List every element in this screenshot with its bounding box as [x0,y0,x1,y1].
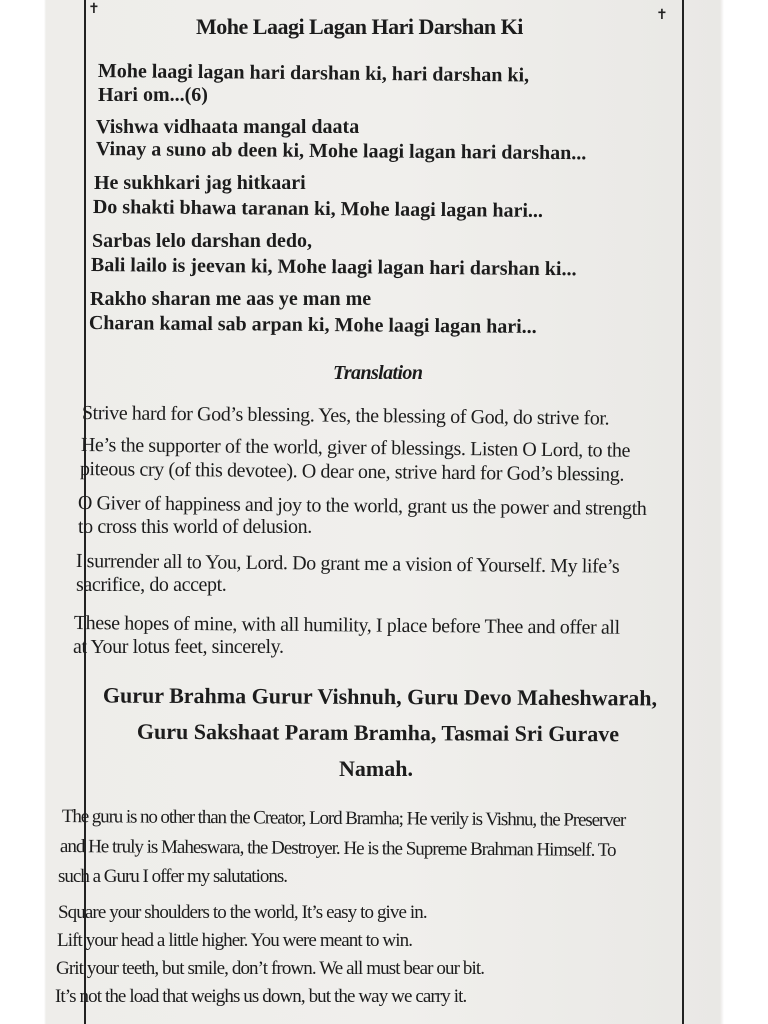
translation-line: Strive hard for God’s blessing. Yes, the blessing of God, do strive for. [81,402,610,430]
song-line: Mohe laagi lagan hari darshan ki, hari darshan ki, [97,60,530,87]
translation-line: These hopes of mine, with all humility, I place before Thee and offer all [73,612,620,639]
guru-mantra-line: Namah. [339,756,413,781]
song-line: Hari om...(6) [98,84,208,106]
corner-ornament-left-icon: ✝ [88,1,100,17]
translation-line: I surrender all to You, Lord. Do grant me a vision of Yourself. My life’s [75,550,620,578]
translation-line: piteous cry (of this devotee). O dear one, strive hard for God’s blessing. [79,458,625,486]
poem-line: Lift your head a little higher. You were meant to win. [57,930,413,951]
guru-meaning-line: and He truly is Maheswara, the Destroyer. He is the Supreme Brahman Himself. To [59,836,616,861]
guru-meaning-line: such a Guru I offer my salutations. [58,866,288,887]
song-line: Sarbas lelo darshan dedo, [92,230,313,252]
translation-line: at Your lotus feet, sincerely. [73,636,284,658]
song-line: Do shakti bhawa taranan ki, Mohe laagi lagan hari... [92,196,544,222]
song-line: He sukhkari jag hitkaari [94,172,306,194]
translation-line: O Giver of happiness and joy to the world, grant us the power and strength [77,492,647,520]
translation-line: He’s the supporter of the world, giver of blessings. Listen O Lord, to the [80,434,631,462]
corner-ornament-right-icon: ✝ [656,7,668,23]
song-line: Vishwa vidhaata mangal daata [96,116,360,138]
translation-heading: Translation [333,362,423,384]
song-line: Charan kamal sab arpan ki, Mohe laagi lagan hari... [88,312,537,338]
translation-line: sacrifice, do accept. [76,574,227,596]
poem-line: Grit your teeth, but smile, don’t frown. We all must bear our bit. [56,958,485,979]
song-title: Mohe Laagi Lagan Hari Darshan Ki [196,14,523,39]
song-line: Rakho sharan me aas ye man me [90,288,372,310]
guru-meaning-line: The guru is no other than the Creator, Lord Bramha; He verily is Vishnu, the Preserver [61,806,626,831]
song-line: Bali lailo is jeevan ki, Mohe laagi lagan hari darshan ki... [90,254,577,281]
poem-line: It’s not the load that weighs us down, but the way we carry it. [55,986,467,1007]
guru-mantra-line: Gurur Brahma Gurur Vishnuh, Guru Devo Maheshwarah, [102,682,658,711]
translation-line: to cross this world of delusion. [78,516,312,538]
song-line: Vinay a suno ab deen ki, Mohe laagi lagan hari darshan... [95,138,587,165]
poem-line: Square your shoulders to the world, It’s easy to give in. [58,902,427,923]
guru-mantra-line: Guru Sakshaat Param Bramha, Tasmai Sri Gurave [136,718,620,747]
